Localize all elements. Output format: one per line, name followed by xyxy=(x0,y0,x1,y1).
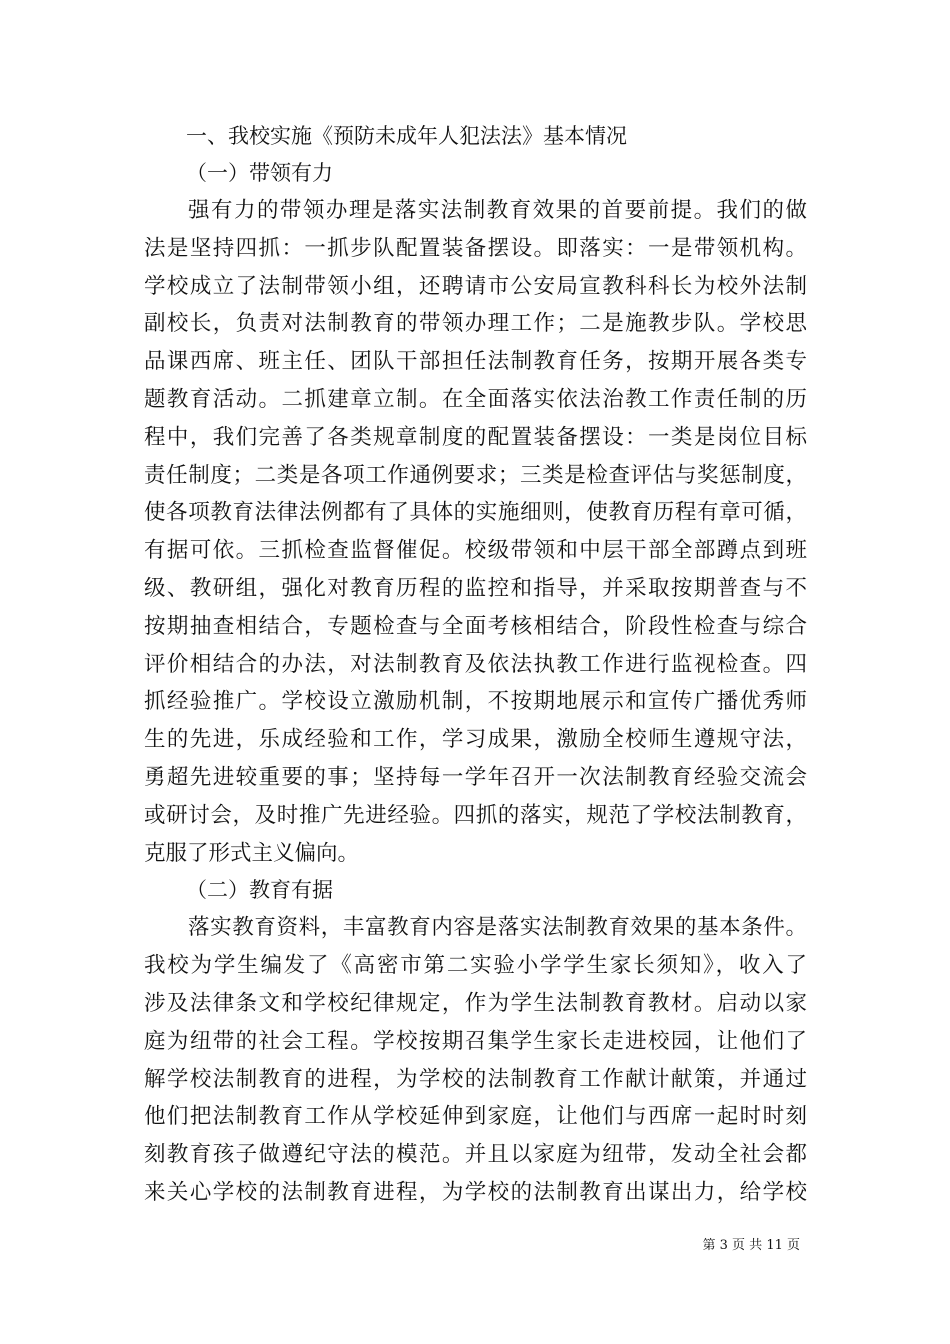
section-2-paragraph xyxy=(144,909,807,1211)
text-line: 解学校法制教育的进程，为学校的法制教育工作献计献策，并通过 xyxy=(144,1066,807,1092)
text-line: 克服了形式主义偏向。 xyxy=(144,840,360,866)
text-line: 责任制度；二类是各项工作通例要求；三类是检查评估与奖惩制度， xyxy=(144,462,807,488)
text-line: 题教育活动。二抓建章立制。在全面落实依法治教工作责任制的历 xyxy=(144,386,807,412)
text-line: 抓经验推广。学校设立激励机制，不按期地展示和宣传广播优秀师 xyxy=(144,689,807,715)
text-line: 涉及法律条文和学校纪律规定，作为学生法制教育教材。启动以家 xyxy=(144,990,807,1016)
text-line: 级、教研组，强化对教育历程的监控和指导，并采取按期普查与不 xyxy=(144,575,807,601)
text-line: 生的先进，乐成经验和工作，学习成果，激励全校师生遵规守法， xyxy=(144,727,807,753)
text-line: 法是坚持四抓：一抓步队配置装备摆设。即落实：一是带领机构。 xyxy=(144,235,807,261)
text-line: 刻教育孩子做遵纪守法的模范。并且以家庭为纽带，发动全社会都 xyxy=(144,1142,807,1168)
page-footer: 第 3 页 共 11 页 xyxy=(702,1238,800,1253)
text-line: 庭为纽带的社会工程。学校按期召集学生家长走进校园，让他们了 xyxy=(144,1028,807,1054)
text-line: 使各项教育法律法例都有了具体的实施细则，使教育历程有章可循， xyxy=(144,500,807,526)
text-line: 来关心学校的法制教育进程，为学校的法制教育出谋出力，给学校 xyxy=(144,1179,807,1205)
main-heading: 一、我校实施《预防未成年人犯法法》基本情况 xyxy=(186,124,627,148)
text-line: 学校成立了法制带领小组，还聘请市公安局宣教科科长为校外法制 xyxy=(144,273,807,299)
text-line: 按期抽查相结合，专题检查与全面考核相结合，阶段性检查与综合 xyxy=(144,613,807,639)
text-line: 我校为学生编发了《高密市第二实验小学学生家长须知》，收入了 xyxy=(144,953,807,979)
text-line: 勇超先进较重要的事；坚持每一学年召开一次法制教育经验交流会 xyxy=(144,764,807,790)
text-line: 程中，我们完善了各类规章制度的配置装备摆设：一类是岗位目标 xyxy=(144,424,807,450)
text-line: 或研讨会，及时推广先进经验。四抓的落实，规范了学校法制教育， xyxy=(144,802,807,828)
text-line: 品课西席、班主任、团队干部担任法制教育任务，按期开展各类专 xyxy=(144,349,807,375)
document-body xyxy=(144,118,807,1212)
section-1-paragraph xyxy=(144,192,807,872)
text-line: 有据可依。三抓检查监督催促。校级带领和中层干部全部蹲点到班 xyxy=(144,538,807,564)
text-line: 他们把法制教育工作从学校延伸到家庭，让他们与西席一起时时刻 xyxy=(144,1104,807,1130)
text-line: 落实教育资料，丰富教育内容是落实法制教育效果的基本条件。 xyxy=(188,915,807,941)
text-line: 强有力的带领办理是落实法制教育效果的首要前提。我们的做 xyxy=(188,198,807,223)
text-line: 副校长，负责对法制教育的带领办理工作；二是施教步队。学校思 xyxy=(144,311,807,337)
text-line: 评价相结合的办法，对法制教育及依法执教工作进行监视检查。四 xyxy=(144,651,807,677)
section-2-title: （二）教育有据 xyxy=(186,878,333,903)
section-1-title: （一）带领有力 xyxy=(186,161,333,185)
